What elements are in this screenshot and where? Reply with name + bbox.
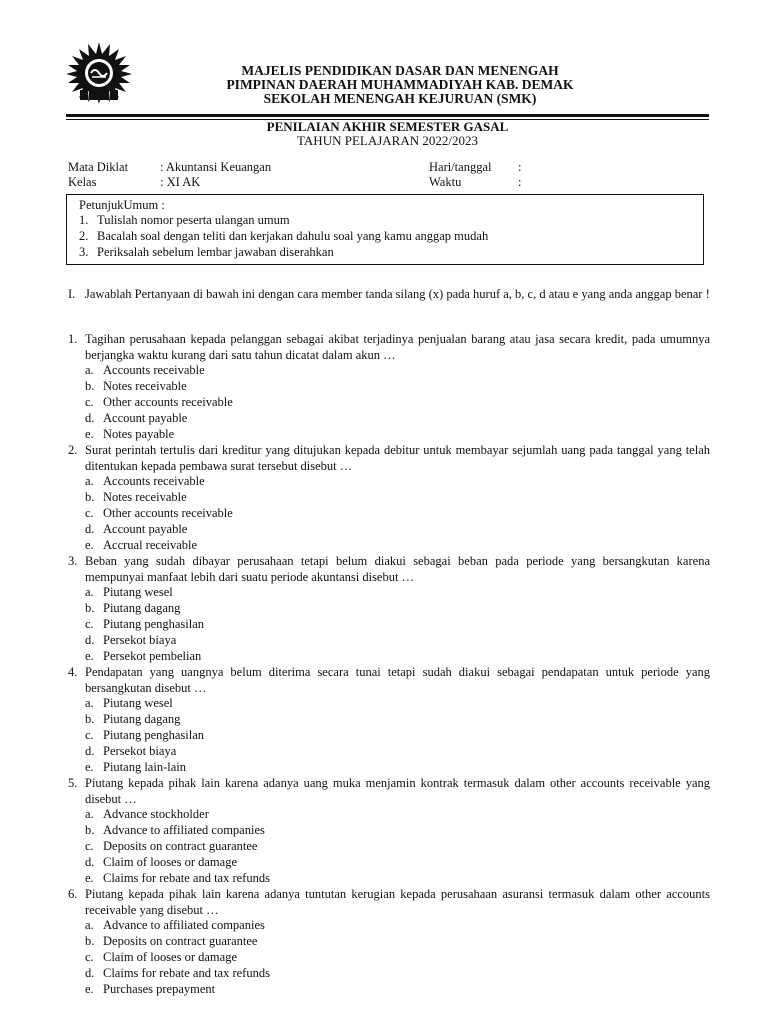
answer-option[interactable]: a. Advance to affiliated companies — [85, 918, 265, 933]
answer-option[interactable]: b. Notes receivable — [85, 490, 187, 505]
answer-option[interactable]: e. Purchases prepayment — [85, 981, 216, 996]
question-6: 6. Piutang kepada pihak lain karena adanya tuntutan kerugian kepada perusahaan asuransi termasuk dalam other accounts receivable yang disebut … a. Advance to affiliated companies b. Deposits on contract guarantee c. Claim of looses or damage d. Claims for rebate and tax refunds e. Purchases prepayment — [68, 887, 710, 996]
answer-option[interactable]: d. Account payable — [85, 521, 188, 536]
answer-option[interactable]: c. Other accounts receivable — [85, 395, 233, 410]
answer-option[interactable]: e. Notes payable — [85, 426, 175, 441]
answer-option[interactable]: d. Claim of looses or damage — [85, 854, 237, 869]
answer-option[interactable]: c. Deposits on contract guarantee — [85, 839, 258, 854]
date-label: Hari/tanggal — [429, 160, 492, 174]
question-text: Pendapatan yang uangnya belum diterima secara tunai tetapi sudah diakui sebagai pendapatan untuk periode yang bersangkutan disebut … — [85, 665, 710, 695]
subject-label: Mata Diklat — [68, 160, 129, 174]
header-line-1: MAJELIS PENDIDIKAN DASAR DAN MENENGAH — [241, 63, 559, 78]
question-1: 1. Tagihan perusahaan kepada pelanggan sebagai akibat terjadinya penjualan barang atau jasa secara kredit, pada umumnya berjangka waktu kurang dari satu tahun dicatat dalam akun … a. Accounts receivable b. Notes receivable c. Other accounts receivable d. Account payable e. Notes payable — [68, 332, 710, 441]
question-text: Beban yang sudah dibayar perusahaan tetapi belum diakui sebagai beban pada periode yang bersangkutan karena mempunyai manfaat lebih dari suatu periode akuntansi disebut … — [85, 554, 710, 584]
answer-option[interactable]: a. Piutang wesel — [85, 585, 173, 600]
exam-year: TAHUN PELAJARAN 2022/2023 — [297, 133, 478, 148]
answer-option[interactable]: d. Account payable — [85, 410, 188, 425]
question-5: 5. Piutang kepada pihak lain karena adanya uang muka menjamin kontrak termasuk dalam other accounts receivable yang disebut … a. Advance stockholder b. Advance to affiliated companies c. Deposits on contract guarantee d. Claim of looses or damage e. Claims for rebate and tax refunds — [68, 776, 710, 885]
section-instruction: I. Jawablah Pertanyaan di bawah ini dengan cara member tanda silang (x) pada huruf a, b, c, d atau e yang anda anggap benar ! — [68, 287, 710, 301]
class-value: : XI AK — [160, 175, 201, 189]
answer-option[interactable]: c. Other accounts receivable — [85, 506, 233, 521]
answer-option[interactable]: c. Piutang penghasilan — [85, 617, 205, 632]
header-divider-thick — [66, 114, 709, 117]
answer-option[interactable]: c. Claim of looses or damage — [85, 950, 237, 965]
instruction-item: 2. Bacalah soal dengan teliti dan kerjakan dahulu soal yang kamu anggap mudah — [79, 229, 489, 243]
answer-option[interactable]: b. Notes receivable — [85, 379, 187, 394]
question-4: 4. Pendapatan yang uangnya belum diterima secara tunai tetapi sudah diakui sebagai pendapatan untuk periode yang bersangkutan disebut … a. Piutang wesel b. Piutang dagang c. Piutang penghasilan d. Persekot biaya e. Piutang lain-lain — [68, 665, 710, 774]
exam-title: PENILAIAN AKHIR SEMESTER GASAL — [266, 119, 509, 134]
answer-option[interactable]: b. Deposits on contract guarantee — [85, 934, 258, 949]
answer-option[interactable]: a. Accounts receivable — [85, 474, 205, 489]
question-text: Tagihan perusahaan kepada pelanggan sebagai akibat terjadinya penjualan barang atau jasa secara kredit, pada umumnya berjangka waktu kurang dari satu tahun dicatat dalam akun … — [85, 332, 710, 362]
instructions-box — [66, 194, 704, 265]
answer-option[interactable]: e. Claims for rebate and tax refunds — [85, 870, 270, 885]
answer-option[interactable]: b. Piutang dagang — [85, 601, 181, 616]
answer-option[interactable]: d. Persekot biaya — [85, 632, 177, 647]
answer-option[interactable]: e. Persekot pembelian — [85, 648, 202, 663]
answer-option[interactable]: c. Piutang penghasilan — [85, 728, 205, 743]
question-3: 3. Beban yang sudah dibayar perusahaan tetapi belum diakui sebagai beban pada periode yang bersangkutan karena mempunyai manfaat lebih dari suatu periode akuntansi disebut … a. Piutang wesel b. Piutang dagang c. Piutang penghasilan d. Persekot biaya e. Persekot pembelian — [68, 554, 710, 663]
subject-value: : Akuntansi Keuangan — [160, 160, 272, 174]
answer-option[interactable]: e. Piutang lain-lain — [85, 759, 186, 774]
question-2: 2. Surat perintah tertulis dari kreditur yang ditujukan kepada debitur untuk membayar sejumlah uang pada tanggal yang telah ditentukan kepada pembawa surat tersebut disebut … a. Accounts receivable b. Notes receivable c. Other accounts receivable d. Account payable e. Accrual receivable — [68, 443, 710, 552]
question-text: Surat perintah tertulis dari kreditur yang ditujukan kepada debitur untuk membayar sejumlah uang pada tanggal yang telah ditentukan kepada pembawa surat tersebut disebut … — [85, 443, 710, 473]
time-value: : — [518, 175, 522, 189]
header-line-3: SEKOLAH MENENGAH KEJURUAN (SMK) — [263, 91, 537, 106]
answer-option[interactable]: d. Persekot biaya — [85, 743, 177, 758]
date-value: : — [518, 160, 522, 174]
answer-option[interactable]: b. Advance to affiliated companies — [85, 823, 265, 838]
instruction-item: 3. Periksalah sebelum lembar jawaban diserahkan — [79, 245, 334, 259]
question-text: Piutang kepada pihak lain karena adanya tuntutan kerugian kepada perusahaan asuransi termasuk dalam other accounts receivable yang disebut … — [85, 887, 710, 917]
time-label: Waktu — [429, 175, 462, 189]
instruction-item: 1. Tulislah nomor peserta ulangan umum — [79, 213, 290, 227]
answer-option[interactable]: b. Piutang dagang — [85, 712, 181, 727]
question-text: Piutang kepada pihak lain karena adanya uang muka menjamin kontrak termasuk dalam other accounts receivable yang disebut … — [85, 776, 710, 806]
class-label: Kelas — [68, 175, 97, 189]
answer-option[interactable]: a. Accounts receivable — [85, 363, 205, 378]
header-line-2: PIMPINAN DAERAH MUHAMMADIYAH KAB. DEMAK — [226, 77, 574, 92]
muhammadiyah-logo — [66, 40, 132, 106]
instructions-title: PetunjukUmum : — [79, 198, 165, 212]
answer-option[interactable]: a. Piutang wesel — [85, 696, 173, 711]
answer-option[interactable]: d. Claims for rebate and tax refunds — [85, 965, 270, 980]
answer-option[interactable]: e. Accrual receivable — [85, 537, 198, 552]
answer-option[interactable]: a. Advance stockholder — [85, 807, 209, 822]
